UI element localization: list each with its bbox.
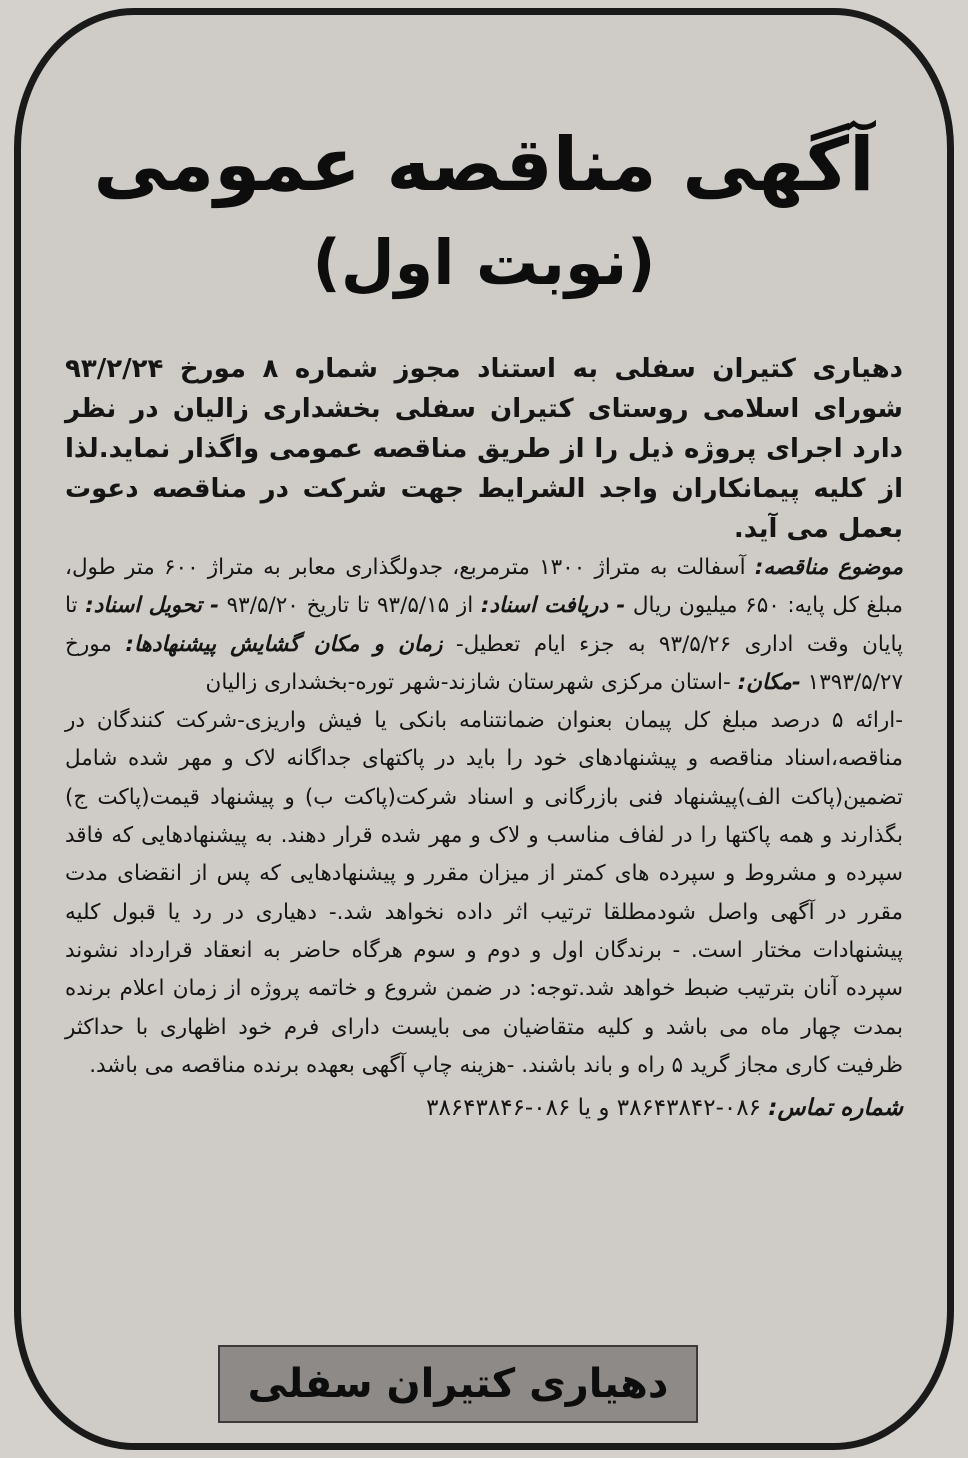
place-text: -استان مرکزی شهرستان شازند-شهر توره-بخشداری زالیان [205, 669, 738, 695]
receive-docs-text: از ۹۳/۵/۱۵ تا تاریخ ۹۳/۵/۲۰ [219, 593, 481, 619]
delivery-docs-label: - تحویل اسناد: [85, 593, 220, 619]
contact-numbers: ۰۸۶-۳۸۶۴۳۸۴۲ و یا ۰۸۶-۳۸۶۴۳۸۴۶ [426, 1095, 761, 1122]
contact-label: شماره تماس: [768, 1095, 903, 1122]
notice-subtitle: (نوبت اول) [312, 226, 656, 299]
opening-text: مورخ ۱۳۹۳/۵/۲۷ [65, 631, 903, 695]
notice-title: آگهی مناقصه عمومی [93, 122, 875, 208]
receive-docs-label: - دریافت اسناد: [480, 593, 626, 619]
issuer-name: دهیاری کتیران سفلی [247, 1361, 669, 1407]
tender-details [61, 549, 907, 1085]
issuer-footer [218, 1345, 698, 1423]
delivery-docs-text: تا پایان وقت اداری ۹۳/۵/۲۶ به جزء ایام تعطیل- [65, 593, 903, 657]
opening-label: زمان و مکان گشایش پیشنهادها: [125, 631, 443, 657]
details-paragraph [65, 549, 903, 702]
conditions-paragraph: -ارائه ۵ درصد مبلغ کل پیمان بعنوان ضمانتنامه بانکی یا فیش واریزی-شرکت کنندگان در مناقصه،اسناد مناقصه و پیشنهادهای خود را باید در پاکتهای جداگانه لاک و مهر شده شامل تضمین(پاکت الف)پیشنهاد فنی بازرگانی و اسناد شرکت(پاکت ب) و پیشنهاد قیمت(پاکت ج) بگذارند و همه پاکتها را در لفاف مناسب و لاک و مهر شده قرار دهند. به پیشنهادهایی که فاقد سپرده و مشروط و سپرده های کمتر از میزان مقرر و پیشنهادهایی که پس از انقضای مدت مقرر در آگهی واصل شودمطلقا ترتیب اثر داده نخواهد شد.- دهیاری در رد یا قبول کلیه پیشنهادات مختار است. - برندگان اول و دوم و سوم هرگاه حاضر به انعقاد قرارداد نشوند سپرده آنان بترتیب ضبط خواهد شد.توجه: در ضمن شروع و خاتمه پروژه از زمان اعلام برنده بمدت چهار ماه می باشد و کلیه متقاضیان می بایست دارای فرم خود اظهاری با حداکثر ظرفیت کاری مجاز گرید ۵ راه و باند باشند. -هزینه چاپ آگهی بعهده برنده مناقصه می باشد. [65, 708, 903, 1078]
place-label: -مکان: [737, 669, 801, 695]
subject-text: آسفالت به متراژ ۱۳۰۰ مترمربع، جدولگذاری معابر به متراژ ۶۰۰ متر طول، مبلغ کل پایه: ۶۵۰ میلیون ریال [65, 555, 903, 619]
intro-paragraph: دهیاری کتیران سفلی به استناد مجوز شماره ۸ مورخ ۹۳/۲/۲۴ شورای اسلامی روستای کتیران سفلی بخشداری زالیان در نظر دارد اجرای پروژه ذیل را از طریق مناقصه عمومی واگذار نماید.لذا از کلیه پیمانکاران واجد الشرایط جهت شرکت در مناقصه دعوت بعمل می آید. [65, 354, 903, 544]
notice-frame [14, 8, 954, 1450]
subject-label: موضوع مناقصه: [754, 555, 903, 580]
contact-line [61, 1089, 907, 1127]
notice-content [61, 35, 907, 1425]
